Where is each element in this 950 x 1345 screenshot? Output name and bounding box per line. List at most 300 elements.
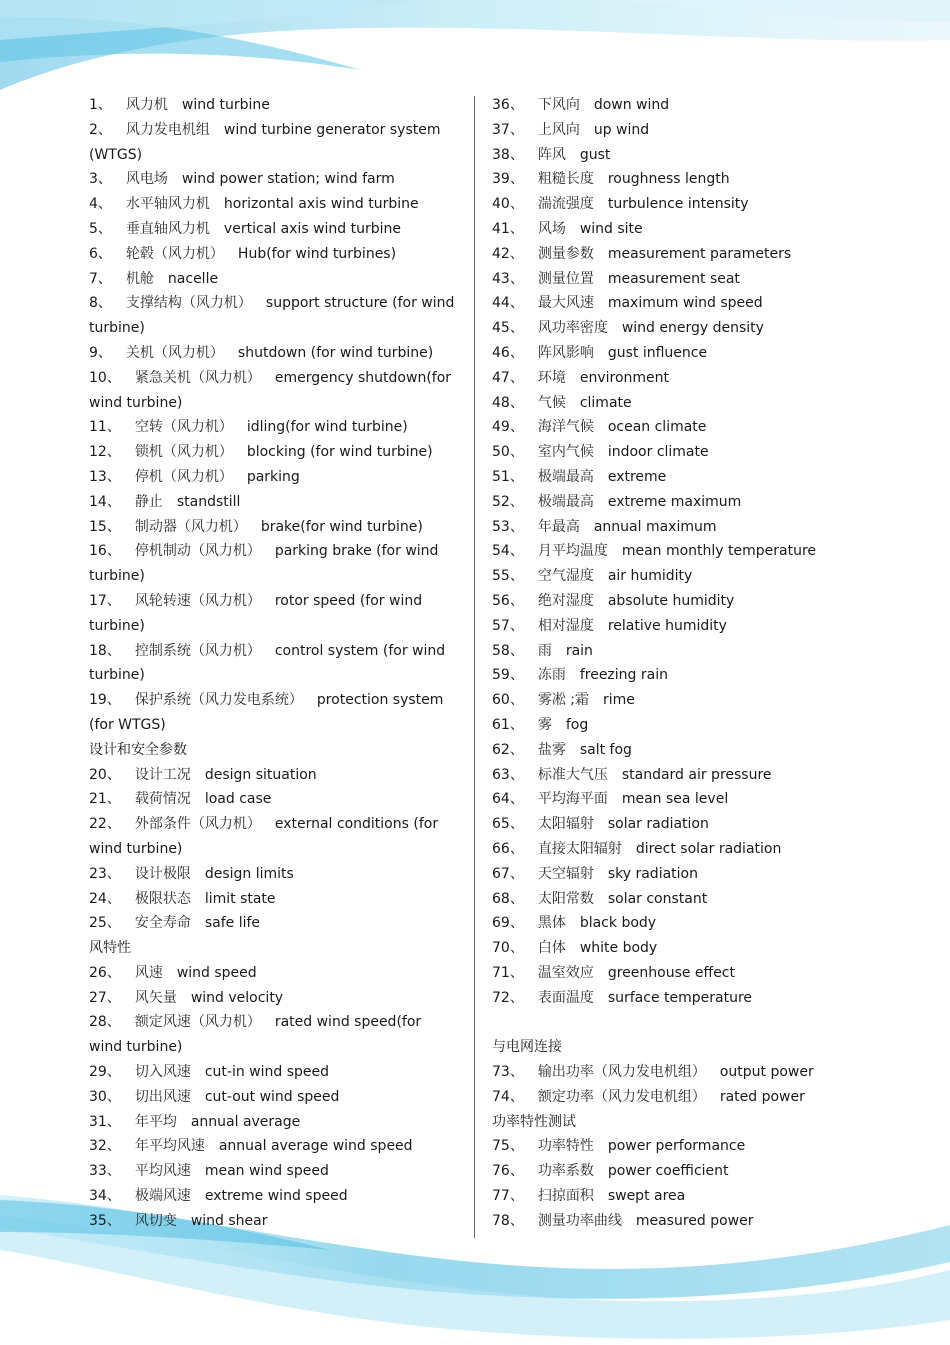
- english-term: wind energy density: [621, 320, 764, 337]
- entry-number: 17、: [89, 592, 121, 609]
- entry-number: 14、: [89, 493, 121, 510]
- english-term: ocean climate: [607, 419, 707, 436]
- glossary-entry: [492, 837, 932, 862]
- chinese-term: 控制系统（风力机）: [134, 642, 261, 659]
- glossary-entry: [89, 1134, 461, 1159]
- section-heading: 风特性: [89, 940, 131, 957]
- english-term: wind turbine generator system: [223, 121, 441, 138]
- glossary-entry: [89, 763, 461, 788]
- top-wave-graphic: [0, 0, 950, 90]
- entry-number: 32、: [89, 1138, 121, 1155]
- chinese-term: 表面温度: [537, 989, 594, 1006]
- glossary-entry: [492, 316, 932, 341]
- english-term: mean wind speed: [204, 1163, 329, 1180]
- english-term: rated power: [719, 1088, 805, 1105]
- glossary-entry: [492, 1085, 932, 1110]
- chinese-term: 功率特性: [537, 1138, 594, 1155]
- entry-number: 43、: [492, 270, 524, 287]
- chinese-term: 测量位置: [537, 270, 594, 287]
- english-term: load case: [204, 791, 272, 808]
- glossary-entry: [89, 1085, 461, 1110]
- glossary-entry: [492, 961, 932, 986]
- entry-number: 10、: [89, 369, 121, 386]
- entry-number: 9、: [89, 344, 112, 361]
- english-term: design situation: [204, 766, 317, 783]
- chinese-term: 停机（风力机）: [134, 468, 233, 485]
- english-term: wind speed: [176, 964, 257, 981]
- chinese-term: 载荷情况: [134, 791, 191, 808]
- glossary-entry: [492, 1184, 932, 1209]
- english-term: wind site: [579, 220, 643, 237]
- entry-number: 72、: [492, 989, 524, 1006]
- glossary-entry: [492, 614, 932, 639]
- entry-number: 68、: [492, 890, 524, 907]
- glossary-entry: [492, 366, 932, 391]
- entry-number: 47、: [492, 369, 524, 386]
- chinese-term: 盐雾: [537, 741, 566, 758]
- chinese-term: 测量功率曲线: [537, 1212, 622, 1229]
- glossary-entry: [89, 688, 461, 713]
- glossary-entry: [89, 465, 461, 490]
- english-term: black body: [579, 915, 657, 932]
- glossary-entry: [89, 539, 461, 564]
- glossary-entry: [492, 1060, 932, 1085]
- entry-number: 37、: [492, 121, 524, 138]
- entry-number: 25、: [89, 915, 121, 932]
- chinese-term: 支撑结构（风力机）: [125, 295, 252, 312]
- section-heading: 与电网连接: [492, 1039, 562, 1056]
- glossary-entry: [492, 887, 932, 912]
- entry-number: 30、: [89, 1088, 121, 1105]
- chinese-term: 气候: [537, 394, 566, 411]
- english-term: direct solar radiation: [635, 840, 782, 857]
- glossary-entry: [89, 1159, 461, 1184]
- english-term: solar radiation: [607, 816, 709, 833]
- chinese-term: 冻雨: [537, 667, 566, 684]
- glossary-entry: [492, 936, 932, 961]
- chinese-term: 设计极限: [134, 865, 191, 882]
- glossary-entry: [89, 961, 461, 986]
- glossary-entry: [89, 887, 461, 912]
- glossary-entry: [492, 911, 932, 936]
- entry-number: 29、: [89, 1064, 121, 1081]
- entry-number: 36、: [492, 97, 524, 113]
- chinese-term: 粗糙长度: [537, 171, 594, 188]
- glossary-entry: [89, 291, 461, 316]
- chinese-term: 空转（风力机）: [134, 419, 233, 436]
- entry-number: 34、: [89, 1188, 121, 1205]
- entry-number: 75、: [492, 1138, 524, 1155]
- entry-number: 13、: [89, 468, 121, 485]
- glossary-entry: [492, 713, 932, 738]
- chinese-term: 输出功率（风力发电机组）: [537, 1064, 706, 1081]
- chinese-term: 雨: [537, 642, 552, 659]
- glossary-entry: [492, 167, 932, 192]
- english-term: parking: [246, 468, 300, 485]
- glossary-entry: [89, 1060, 461, 1085]
- glossary-entry: [492, 440, 932, 465]
- blank-line: [492, 1010, 932, 1035]
- chinese-term: 相对湿度: [537, 617, 594, 634]
- chinese-term: 年平均: [134, 1113, 177, 1130]
- chinese-term: 上风向: [537, 121, 580, 138]
- glossary-entry: [89, 118, 461, 143]
- chinese-term: 外部条件（风力机）: [134, 816, 261, 833]
- english-term: up wind: [593, 121, 650, 138]
- english-term: swept area: [607, 1188, 686, 1205]
- english-term: rotor speed (for wind: [274, 592, 423, 609]
- glossary-entry: [492, 1159, 932, 1184]
- entry-continuation: wind turbine): [89, 1039, 183, 1056]
- glossary-entry: [492, 589, 932, 614]
- english-term: relative humidity: [607, 617, 727, 634]
- glossary-entry: [492, 787, 932, 812]
- entry-number: 73、: [492, 1064, 524, 1081]
- chinese-term: 风功率密度: [537, 320, 608, 337]
- entry-number: 64、: [492, 791, 524, 808]
- english-term: power coefficient: [607, 1163, 729, 1180]
- glossary-entry: [492, 267, 932, 292]
- english-term: safe life: [204, 915, 261, 932]
- glossary-entry: [89, 93, 461, 118]
- english-term: air humidity: [607, 568, 693, 585]
- english-term: blocking (for wind turbine): [246, 444, 433, 461]
- glossary-entry: [492, 118, 932, 143]
- english-term: measurement seat: [607, 270, 740, 287]
- entry-number: 69、: [492, 915, 524, 932]
- glossary-entry: [492, 688, 932, 713]
- entry-number: 35、: [89, 1212, 121, 1229]
- chinese-term: 最大风速: [537, 295, 594, 312]
- entry-number: 58、: [492, 642, 524, 659]
- glossary-entry: [89, 192, 461, 217]
- english-term: wind shear: [190, 1212, 268, 1229]
- chinese-term: 黑体: [537, 915, 566, 932]
- entry-number: 40、: [492, 196, 524, 213]
- chinese-term: 风力机: [125, 97, 168, 113]
- chinese-term: 扫掠面积: [537, 1188, 594, 1205]
- glossary-entry: [89, 415, 461, 440]
- english-term: Hub(for wind turbines): [237, 245, 397, 262]
- entry-number: 22、: [89, 816, 121, 833]
- english-term: rain: [565, 642, 593, 659]
- entry-number: 52、: [492, 493, 524, 510]
- entry-number: 53、: [492, 518, 524, 535]
- glossary-entry: [89, 986, 461, 1011]
- glossary-entry: [492, 242, 932, 267]
- entry-number: 39、: [492, 171, 524, 188]
- english-term: vertical axis wind turbine: [223, 220, 401, 237]
- entry-continuation: turbine): [89, 568, 145, 585]
- chinese-term: 环境: [537, 369, 566, 386]
- glossary-entry: [492, 812, 932, 837]
- english-term: roughness length: [607, 171, 730, 188]
- chinese-term: 保护系统（风力发电系统）: [134, 692, 303, 709]
- chinese-term: 温室效应: [537, 964, 594, 981]
- english-term: rated wind speed(for: [274, 1014, 422, 1031]
- english-term: maximum wind speed: [607, 295, 763, 312]
- entry-number: 76、: [492, 1163, 524, 1180]
- glossary-entry: [89, 167, 461, 192]
- english-term: wind power station; wind farm: [181, 171, 395, 188]
- glossary-entry: [492, 639, 932, 664]
- column-divider: [474, 96, 475, 1238]
- chinese-term: 极端最高: [537, 468, 594, 485]
- entry-number: 4、: [89, 196, 112, 213]
- chinese-term: 测量参数: [537, 245, 594, 262]
- entry-number: 48、: [492, 394, 524, 411]
- entry-number: 2、: [89, 121, 112, 138]
- english-term: external conditions (for: [274, 816, 439, 833]
- entry-continuation: turbine): [89, 617, 145, 634]
- chinese-term: 雾: [537, 716, 552, 733]
- chinese-term: 切入风速: [134, 1064, 191, 1081]
- entry-number: 67、: [492, 865, 524, 882]
- chinese-term: 水平轴风力机: [125, 196, 210, 213]
- english-term: control system (for wind: [274, 642, 446, 659]
- chinese-term: 雾凇 ;霜: [537, 692, 589, 709]
- glossary-entry: [492, 738, 932, 763]
- glossary-entry: [492, 986, 932, 1011]
- entry-number: 49、: [492, 419, 524, 436]
- entry-number: 46、: [492, 344, 524, 361]
- english-term: environment: [579, 369, 669, 386]
- entry-number: 24、: [89, 890, 121, 907]
- english-term: extreme wind speed: [204, 1188, 348, 1205]
- english-term: gust influence: [607, 344, 708, 361]
- glossary-entry: [89, 341, 461, 366]
- glossary-entry: [89, 217, 461, 242]
- english-term: indoor climate: [607, 444, 709, 461]
- english-term: power performance: [607, 1138, 746, 1155]
- entry-continuation: turbine): [89, 320, 145, 337]
- entry-continuation: (for WTGS): [89, 716, 166, 733]
- english-term: standard air pressure: [621, 766, 772, 783]
- glossary-entry: [89, 589, 461, 614]
- english-term: gust: [579, 146, 611, 163]
- entry-continuation: wind turbine): [89, 394, 183, 411]
- entry-number: 21、: [89, 791, 121, 808]
- glossary-entry: [492, 663, 932, 688]
- chinese-term: 风场: [537, 220, 566, 237]
- glossary-entry: [492, 143, 932, 168]
- entry-number: 12、: [89, 444, 121, 461]
- english-term: design limits: [204, 865, 294, 882]
- english-term: annual average wind speed: [218, 1138, 413, 1155]
- glossary-entry: [492, 217, 932, 242]
- chinese-term: 风力发电机组: [125, 121, 210, 138]
- entry-number: 19、: [89, 692, 121, 709]
- english-term: mean monthly temperature: [621, 543, 817, 560]
- glossary-entry: [89, 1209, 461, 1234]
- english-term: cut-out wind speed: [204, 1088, 340, 1105]
- entry-number: 59、: [492, 667, 524, 684]
- english-term: horizontal axis wind turbine: [223, 196, 419, 213]
- chinese-term: 风矢量: [134, 989, 177, 1006]
- english-term: parking brake (for wind: [274, 543, 439, 560]
- glossary-entry: [89, 515, 461, 540]
- chinese-term: 太阳常数: [537, 890, 594, 907]
- chinese-term: 阵风: [537, 146, 566, 163]
- entry-number: 44、: [492, 295, 524, 312]
- glossary-entry: [89, 490, 461, 515]
- chinese-term: 极端风速: [134, 1188, 191, 1205]
- entry-number: 23、: [89, 865, 121, 882]
- english-term: measured power: [635, 1212, 754, 1229]
- english-term: rime: [603, 692, 635, 709]
- chinese-term: 阵风影响: [537, 344, 594, 361]
- english-term: protection system: [316, 692, 444, 709]
- glossary-entry: [492, 564, 932, 589]
- entry-number: 51、: [492, 468, 524, 485]
- chinese-term: 直接太阳辐射: [537, 840, 622, 857]
- entry-number: 15、: [89, 518, 121, 535]
- entry-number: 71、: [492, 964, 524, 981]
- entry-number: 27、: [89, 989, 121, 1006]
- glossary-entry: [89, 267, 461, 292]
- glossary-entry: [492, 539, 932, 564]
- english-term: extreme: [607, 468, 667, 485]
- english-term: climate: [579, 394, 632, 411]
- english-term: solar constant: [607, 890, 708, 907]
- chinese-term: 设计工况: [134, 766, 191, 783]
- entry-number: 26、: [89, 964, 121, 981]
- chinese-term: 紧急关机（风力机）: [134, 369, 261, 386]
- glossary-entry: [492, 192, 932, 217]
- glossary-entry: [492, 1209, 932, 1234]
- chinese-term: 轮毂（风力机）: [125, 245, 224, 262]
- glossary-entry: [89, 862, 461, 887]
- chinese-term: 垂直轴风力机: [125, 220, 210, 237]
- chinese-term: 极端最高: [537, 493, 594, 510]
- entry-number: 77、: [492, 1188, 524, 1205]
- entry-continuation: turbine): [89, 667, 145, 684]
- chinese-term: 年最高: [537, 518, 580, 535]
- glossary-column-right: [492, 93, 932, 1234]
- chinese-term: 静止: [134, 493, 163, 510]
- entry-number: 33、: [89, 1163, 121, 1180]
- glossary-entry: [89, 1010, 461, 1035]
- glossary-entry: [89, 812, 461, 837]
- entry-continuation: (WTGS): [89, 146, 143, 163]
- glossary-entry: [89, 639, 461, 664]
- chinese-term: 额定风速（风力机）: [134, 1014, 261, 1031]
- english-term: extreme maximum: [607, 493, 742, 510]
- entry-number: 31、: [89, 1113, 121, 1130]
- chinese-term: 绝对湿度: [537, 592, 594, 609]
- entry-number: 45、: [492, 320, 524, 337]
- english-term: standstill: [176, 493, 241, 510]
- chinese-term: 机舱: [125, 270, 154, 287]
- english-term: emergency shutdown(for: [274, 369, 452, 386]
- english-term: wind velocity: [190, 989, 284, 1006]
- english-term: absolute humidity: [607, 592, 735, 609]
- english-term: fog: [565, 716, 589, 733]
- english-term: surface temperature: [607, 989, 753, 1006]
- entry-number: 1、: [89, 97, 112, 113]
- chinese-term: 天空辐射: [537, 865, 594, 882]
- entry-number: 5、: [89, 220, 112, 237]
- glossary-entry: [89, 1110, 461, 1135]
- entry-number: 20、: [89, 766, 121, 783]
- section-heading: 设计和安全参数: [89, 741, 187, 758]
- chinese-term: 白体: [537, 940, 566, 957]
- chinese-term: 湍流强度: [537, 196, 594, 213]
- glossary-entry: [492, 862, 932, 887]
- entry-number: 7、: [89, 270, 112, 287]
- glossary-entry: [492, 291, 932, 316]
- entry-number: 42、: [492, 245, 524, 262]
- chinese-term: 标准大气压: [537, 766, 608, 783]
- chinese-term: 极限状态: [134, 890, 191, 907]
- entry-number: 60、: [492, 692, 524, 709]
- chinese-term: 风轮转速（风力机）: [134, 592, 261, 609]
- chinese-term: 风速: [134, 964, 163, 981]
- entry-number: 62、: [492, 741, 524, 758]
- chinese-term: 海洋气候: [537, 419, 594, 436]
- entry-number: 74、: [492, 1088, 524, 1105]
- glossary-entry: [492, 490, 932, 515]
- glossary-entry: [89, 366, 461, 391]
- entry-number: 57、: [492, 617, 524, 634]
- chinese-term: 平均海平面: [537, 791, 608, 808]
- glossary-entry: [492, 391, 932, 416]
- english-term: mean sea level: [621, 791, 729, 808]
- entry-continuation: wind turbine): [89, 840, 183, 857]
- chinese-term: 室内气候: [537, 444, 594, 461]
- english-term: sky radiation: [607, 865, 698, 882]
- entry-number: 65、: [492, 816, 524, 833]
- english-term: support structure (for wind: [265, 295, 455, 312]
- glossary-entry: [492, 415, 932, 440]
- english-term: wind turbine: [181, 97, 270, 113]
- chinese-term: 额定功率（风力发电机组）: [537, 1088, 706, 1105]
- english-term: white body: [579, 940, 658, 957]
- chinese-term: 月平均温度: [537, 543, 608, 560]
- english-term: turbulence intensity: [607, 196, 749, 213]
- chinese-term: 安全寿命: [134, 915, 191, 932]
- english-term: annual average: [190, 1113, 301, 1130]
- english-term: down wind: [593, 97, 670, 113]
- chinese-term: 制动器（风力机）: [134, 518, 247, 535]
- glossary-entry: [89, 911, 461, 936]
- chinese-term: 风电场: [125, 171, 168, 188]
- entry-number: 78、: [492, 1212, 524, 1229]
- chinese-term: 切出风速: [134, 1088, 191, 1105]
- entry-number: 38、: [492, 146, 524, 163]
- glossary-entry: [492, 763, 932, 788]
- chinese-term: 平均风速: [134, 1163, 191, 1180]
- entry-number: 56、: [492, 592, 524, 609]
- english-term: idling(for wind turbine): [246, 419, 408, 436]
- english-term: cut-in wind speed: [204, 1064, 329, 1081]
- chinese-term: 停机制动（风力机）: [134, 543, 261, 560]
- glossary-entry: [89, 242, 461, 267]
- entry-number: 41、: [492, 220, 524, 237]
- english-term: nacelle: [167, 270, 219, 287]
- glossary-entry: [89, 1184, 461, 1209]
- english-term: salt fog: [579, 741, 632, 758]
- glossary-entry: [492, 515, 932, 540]
- english-term: output power: [719, 1064, 814, 1081]
- glossary-entry: [89, 440, 461, 465]
- entry-number: 28、: [89, 1014, 121, 1031]
- entry-number: 61、: [492, 716, 524, 733]
- glossary-entry: [492, 465, 932, 490]
- english-term: freezing rain: [579, 667, 668, 684]
- entry-number: 55、: [492, 568, 524, 585]
- chinese-term: 空气湿度: [537, 568, 594, 585]
